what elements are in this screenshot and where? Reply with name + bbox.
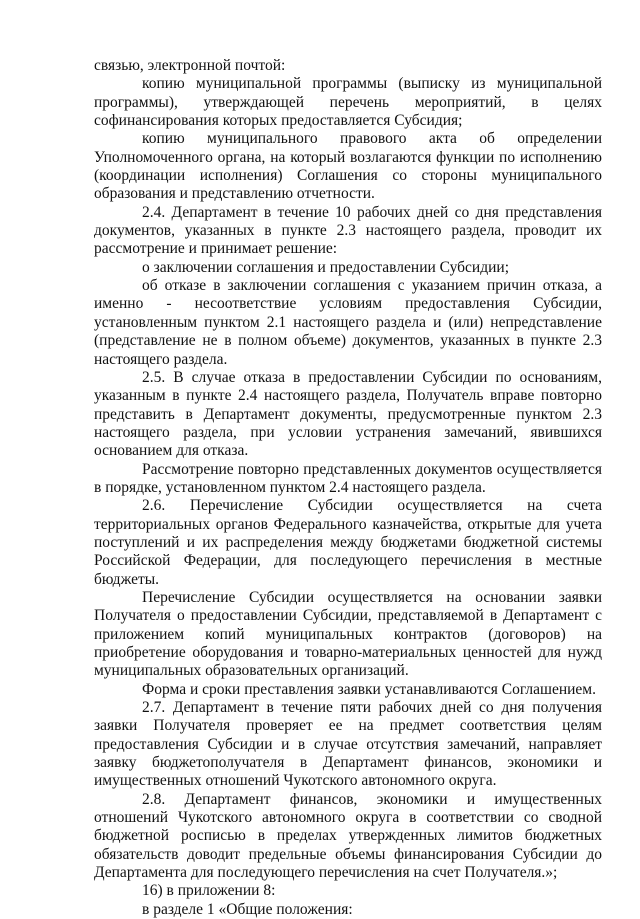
- paragraph-10: Перечисление Субсидии осуществляется на основании заявки Получателя о предоставлении Субсидии, представляемой в Департамент с приложением копий муниципальных контрактов (договоров) на приобретение оборудования и товарно-материальных ценностей для нужд муниципальных образовательных организаций.: [94, 588, 602, 680]
- paragraph-4: 2.4. Департамент в течение 10 рабочих дней со дня представления документов, указанных в пункте 2.3 настоящего раздела, проводит их рассмотрение и принимает решение:: [94, 203, 602, 258]
- paragraph-1: связью, электронной почтой:: [94, 57, 286, 74]
- paragraph-8: Рассмотрение повторно представленных документов осуществляется в порядке, установленном пунктом 2.4 настоящего раздела.: [94, 460, 602, 496]
- paragraph-5: о заключении соглашения и предоставлении Субсидии;: [142, 258, 510, 276]
- paragraph-14: 16) в приложении 8:: [142, 882, 276, 900]
- paragraph-2: копию муниципальной программы (выписку из муниципальной программы), утверждающей перечень мероприятий, в целях софинансирования которых предоставляется Субсидия;: [94, 75, 602, 130]
- paragraph-11: Форма и сроки преставления заявки устанавливаются Соглашением.: [142, 680, 596, 698]
- paragraph-15: в разделе 1 «Общие положения:: [142, 900, 353, 918]
- document-page: [94, 57, 602, 919]
- paragraph-13: 2.8. Департамент финансов, экономики и имущественных отношений Чукотского автономного округа в соответствии со сводной бюджетной росписью в пределах утвержденных лимитов бюджетных обязательств доводит предельные объемы финансирования Субсидии до Департамента для последующего перечисления на счет Получателя.»;: [94, 790, 602, 882]
- paragraph-9: 2.6. Перечисление Субсидии осуществляется на счета территориальных органов Федерального казначейства, открытые для учета поступлений и их распределения между бюджетами бюджетной системы Российской Федерации, для последующего перечисления в местные бюджеты.: [94, 497, 602, 588]
- paragraph-7: 2.5. В случае отказа в предоставлении Субсидии по основаниям, указанным в пункте 2.4 настоящего раздела, Получатель вправе повторно представить в Департамент документы, предусмотренные пунктом 2.3 настоящего раздела, при условии устранения замечаний, явившихся основанием для отказа.: [94, 368, 602, 460]
- paragraph-12: 2.7. Департамент в течение пяти рабочих дней со дня получения заявки Получателя проверяет ее на предмет соответствия целям предоставления Субсидии и в случае отсутствия замечаний, направляет заявку бюджетополучателя в Департамент финансов, экономики и имущественных отношений Чукотского автономного округа.: [94, 699, 602, 790]
- paragraph-3: копию муниципального правового акта об определении Уполномоченного органа, на который возлагаются функции по исполнению (координации исполнения) Соглашения со стороны муниципального образования и представлению отчетности.: [94, 130, 602, 203]
- paragraph-6: об отказе в заключении соглашения с указанием причин отказа, а именно - несоответствие условиям предоставления Субсидии, установленным пунктом 2.1 настоящего раздела и (или) непредставление (представление не в полном объеме) документов, указанных в пункте 2.3 настоящего раздела.: [94, 277, 602, 368]
